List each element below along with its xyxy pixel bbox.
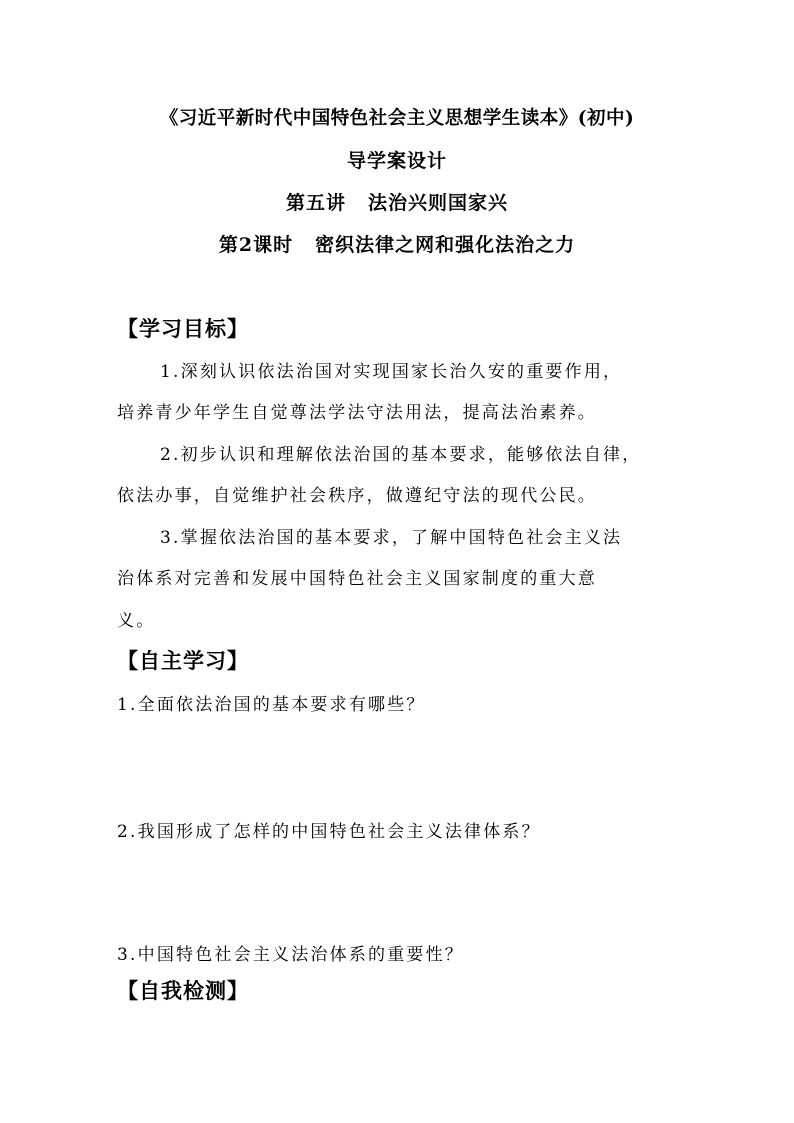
lesson-heading	[0, 230, 794, 257]
lecture-heading	[0, 188, 794, 215]
objective-line: 3.掌握依法治国的基本要求，了解中国特色社会主义法	[160, 528, 623, 548]
objectives-heading: 【学习目标】	[117, 316, 249, 341]
objective-line: 培养青少年学生自觉尊法学法守法用法，提高法治素养。	[117, 403, 597, 423]
lecture-title: 法治兴则国家兴	[368, 192, 509, 214]
lecture-number: 第五讲	[285, 192, 346, 214]
self-study-question-2: 2.我国形成了怎样的中国特色社会主义法律体系？	[117, 822, 541, 842]
objective-line: 义。	[117, 611, 156, 631]
self-study-heading: 【自主学习】	[117, 648, 249, 673]
lesson-number: 第2课时	[218, 234, 294, 256]
objective-line: 1.深刻认识依法治国对实现国家长治久安的重要作用，	[160, 362, 623, 382]
objective-line: 依法办事，自觉维护社会秩序，做遵纪守法的现代公民。	[117, 486, 597, 506]
objective-line: 2.初步认识和理解依法治国的基本要求，能够依法自律，	[160, 445, 642, 465]
self-study-question-3: 3.中国特色社会主义法治体系的重要性？	[117, 945, 465, 965]
self-study-question-1: 1.全面依法治国的基本要求有哪些？	[117, 695, 426, 715]
document-subtitle: 导学案设计	[346, 150, 447, 172]
lesson-title: 密织法律之网和强化法治之力	[315, 234, 576, 256]
book-title: 《习近平新时代中国特色社会主义思想学生读本》(初中)	[159, 108, 635, 129]
objective-line: 治体系对完善和发展中国特色社会主义国家制度的重大意	[117, 569, 597, 589]
self-check-heading: 【自我检测】	[117, 978, 249, 1003]
